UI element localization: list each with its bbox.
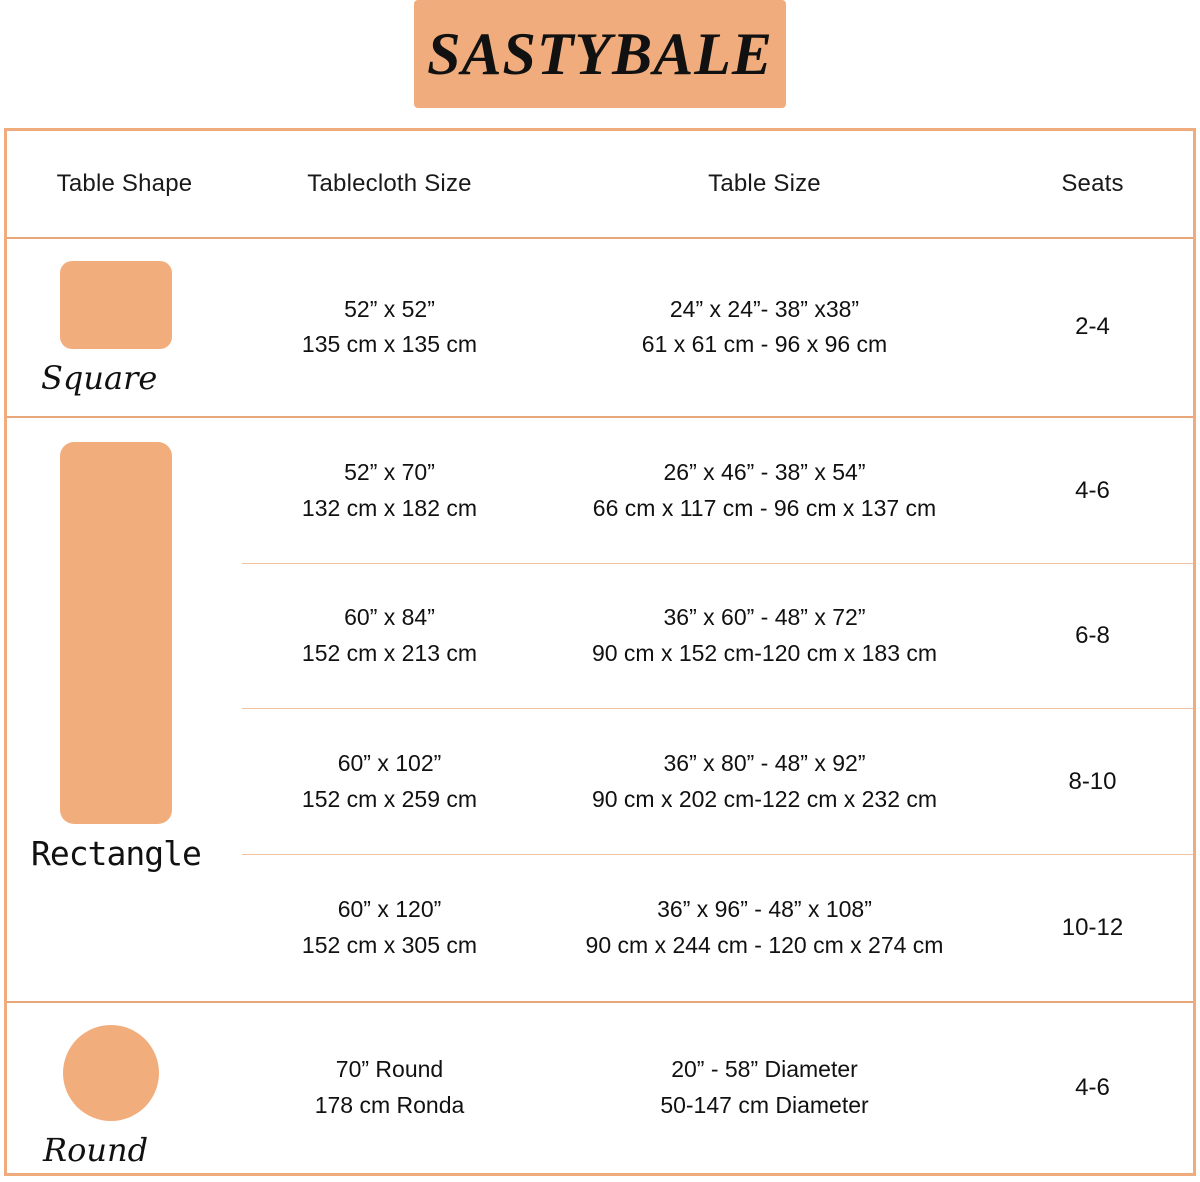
table-row [242,1003,1193,1173]
cell-table-size [537,239,992,416]
table-inches: 20” - 58” Diameter [671,1056,858,1083]
cell-seats [992,418,1193,564]
header-table-size: Table Size [708,169,821,197]
cell-tablecloth-size [242,709,537,855]
cloth-cm: 152 cm x 259 cm [301,785,478,812]
seats-value: 10-12 [1061,914,1124,941]
cloth-inches: 60” x 102” [337,749,442,776]
cloth-cm: 152 cm x 305 cm [301,932,478,958]
shape-group-rectangle [7,418,1193,1003]
shape-label-square: Square [41,358,158,397]
table-cm: 90 cm x 152 cm-120 cm x 183 cm [591,640,938,666]
table-inches: 26” x 46” - 38” x 54” [663,458,866,485]
cell-seats [992,1003,1193,1173]
table-cm: 61 x 61 cm - 96 x 96 cm [641,331,888,358]
cloth-inches: 60” x 120” [337,896,442,923]
cloth-cm: 178 cm Ronda [314,1092,465,1118]
header-tablecloth-size: Tablecloth Size [307,169,472,197]
cell-tablecloth-size [242,1003,537,1173]
cell-tablecloth-size [242,239,537,416]
cloth-cm: 152 cm x 213 cm [301,640,478,666]
brand-header [0,0,1200,128]
table-row [242,418,1193,564]
seats-value: 4-6 [1075,1074,1110,1101]
cloth-inches: 52” x 70” [344,458,435,485]
table-row [242,564,1193,709]
cell-table-size [537,564,992,709]
table-inches: 36” x 60” - 48” x 72” [663,604,866,631]
table-row [242,855,1193,1001]
table-row [242,239,1193,416]
seats-value: 4-6 [1075,476,1110,504]
cell-table-size [537,855,992,1001]
cell-table-size [537,1003,992,1173]
size-chart-table [4,128,1196,1176]
table-cm: 90 cm x 202 cm-122 cm x 232 cm [591,785,938,812]
shape-label-round: Round [43,1131,149,1169]
brand-logo-box [414,0,786,108]
table-header-row [7,131,1193,239]
cell-tablecloth-size [242,855,537,1001]
cloth-inches: 70” Round [335,1056,444,1083]
cell-tablecloth-size [242,418,537,564]
round-shape-icon [63,1025,159,1121]
table-cm: 90 cm x 244 cm - 120 cm x 274 cm [585,932,944,958]
cell-tablecloth-size [242,564,537,709]
table-inches: 36” x 80” - 48” x 92” [663,749,866,776]
shape-cell-rectangle [7,418,242,1001]
shape-cell-square [7,239,242,416]
shape-group-square [7,239,1193,418]
square-shape-icon [60,261,172,349]
table-inches: 36” x 96” - 48” x 108” [657,896,872,923]
cell-seats [992,709,1193,855]
table-cm: 50-147 cm Diameter [660,1092,869,1118]
header-table-shape: Table Shape [56,169,193,197]
brand-name: SASTYBALE [427,20,773,87]
shape-label-rectangle: Rectangle [31,834,201,873]
shape-group-round [7,1003,1193,1173]
seats-value: 6-8 [1075,622,1110,649]
table-cm: 66 cm x 117 cm - 96 cm x 137 cm [592,494,937,521]
header-seats: Seats [1061,169,1124,197]
cloth-inches: 60” x 84” [344,604,435,631]
seats-value: 8-10 [1068,767,1117,795]
shape-cell-round [7,1003,242,1173]
cell-seats [992,564,1193,709]
cell-table-size [537,418,992,564]
cloth-cm: 132 cm x 182 cm [301,494,478,521]
table-inches: 24” x 24”- 38” x38” [669,295,860,322]
cell-seats [992,855,1193,1001]
cell-table-size [537,709,992,855]
cell-seats [992,239,1193,416]
cloth-inches: 52” x 52” [344,295,435,322]
table-row [242,709,1193,855]
cloth-cm: 135 cm x 135 cm [301,331,478,358]
rectangle-shape-icon [60,442,172,824]
seats-value: 2-4 [1075,313,1110,341]
